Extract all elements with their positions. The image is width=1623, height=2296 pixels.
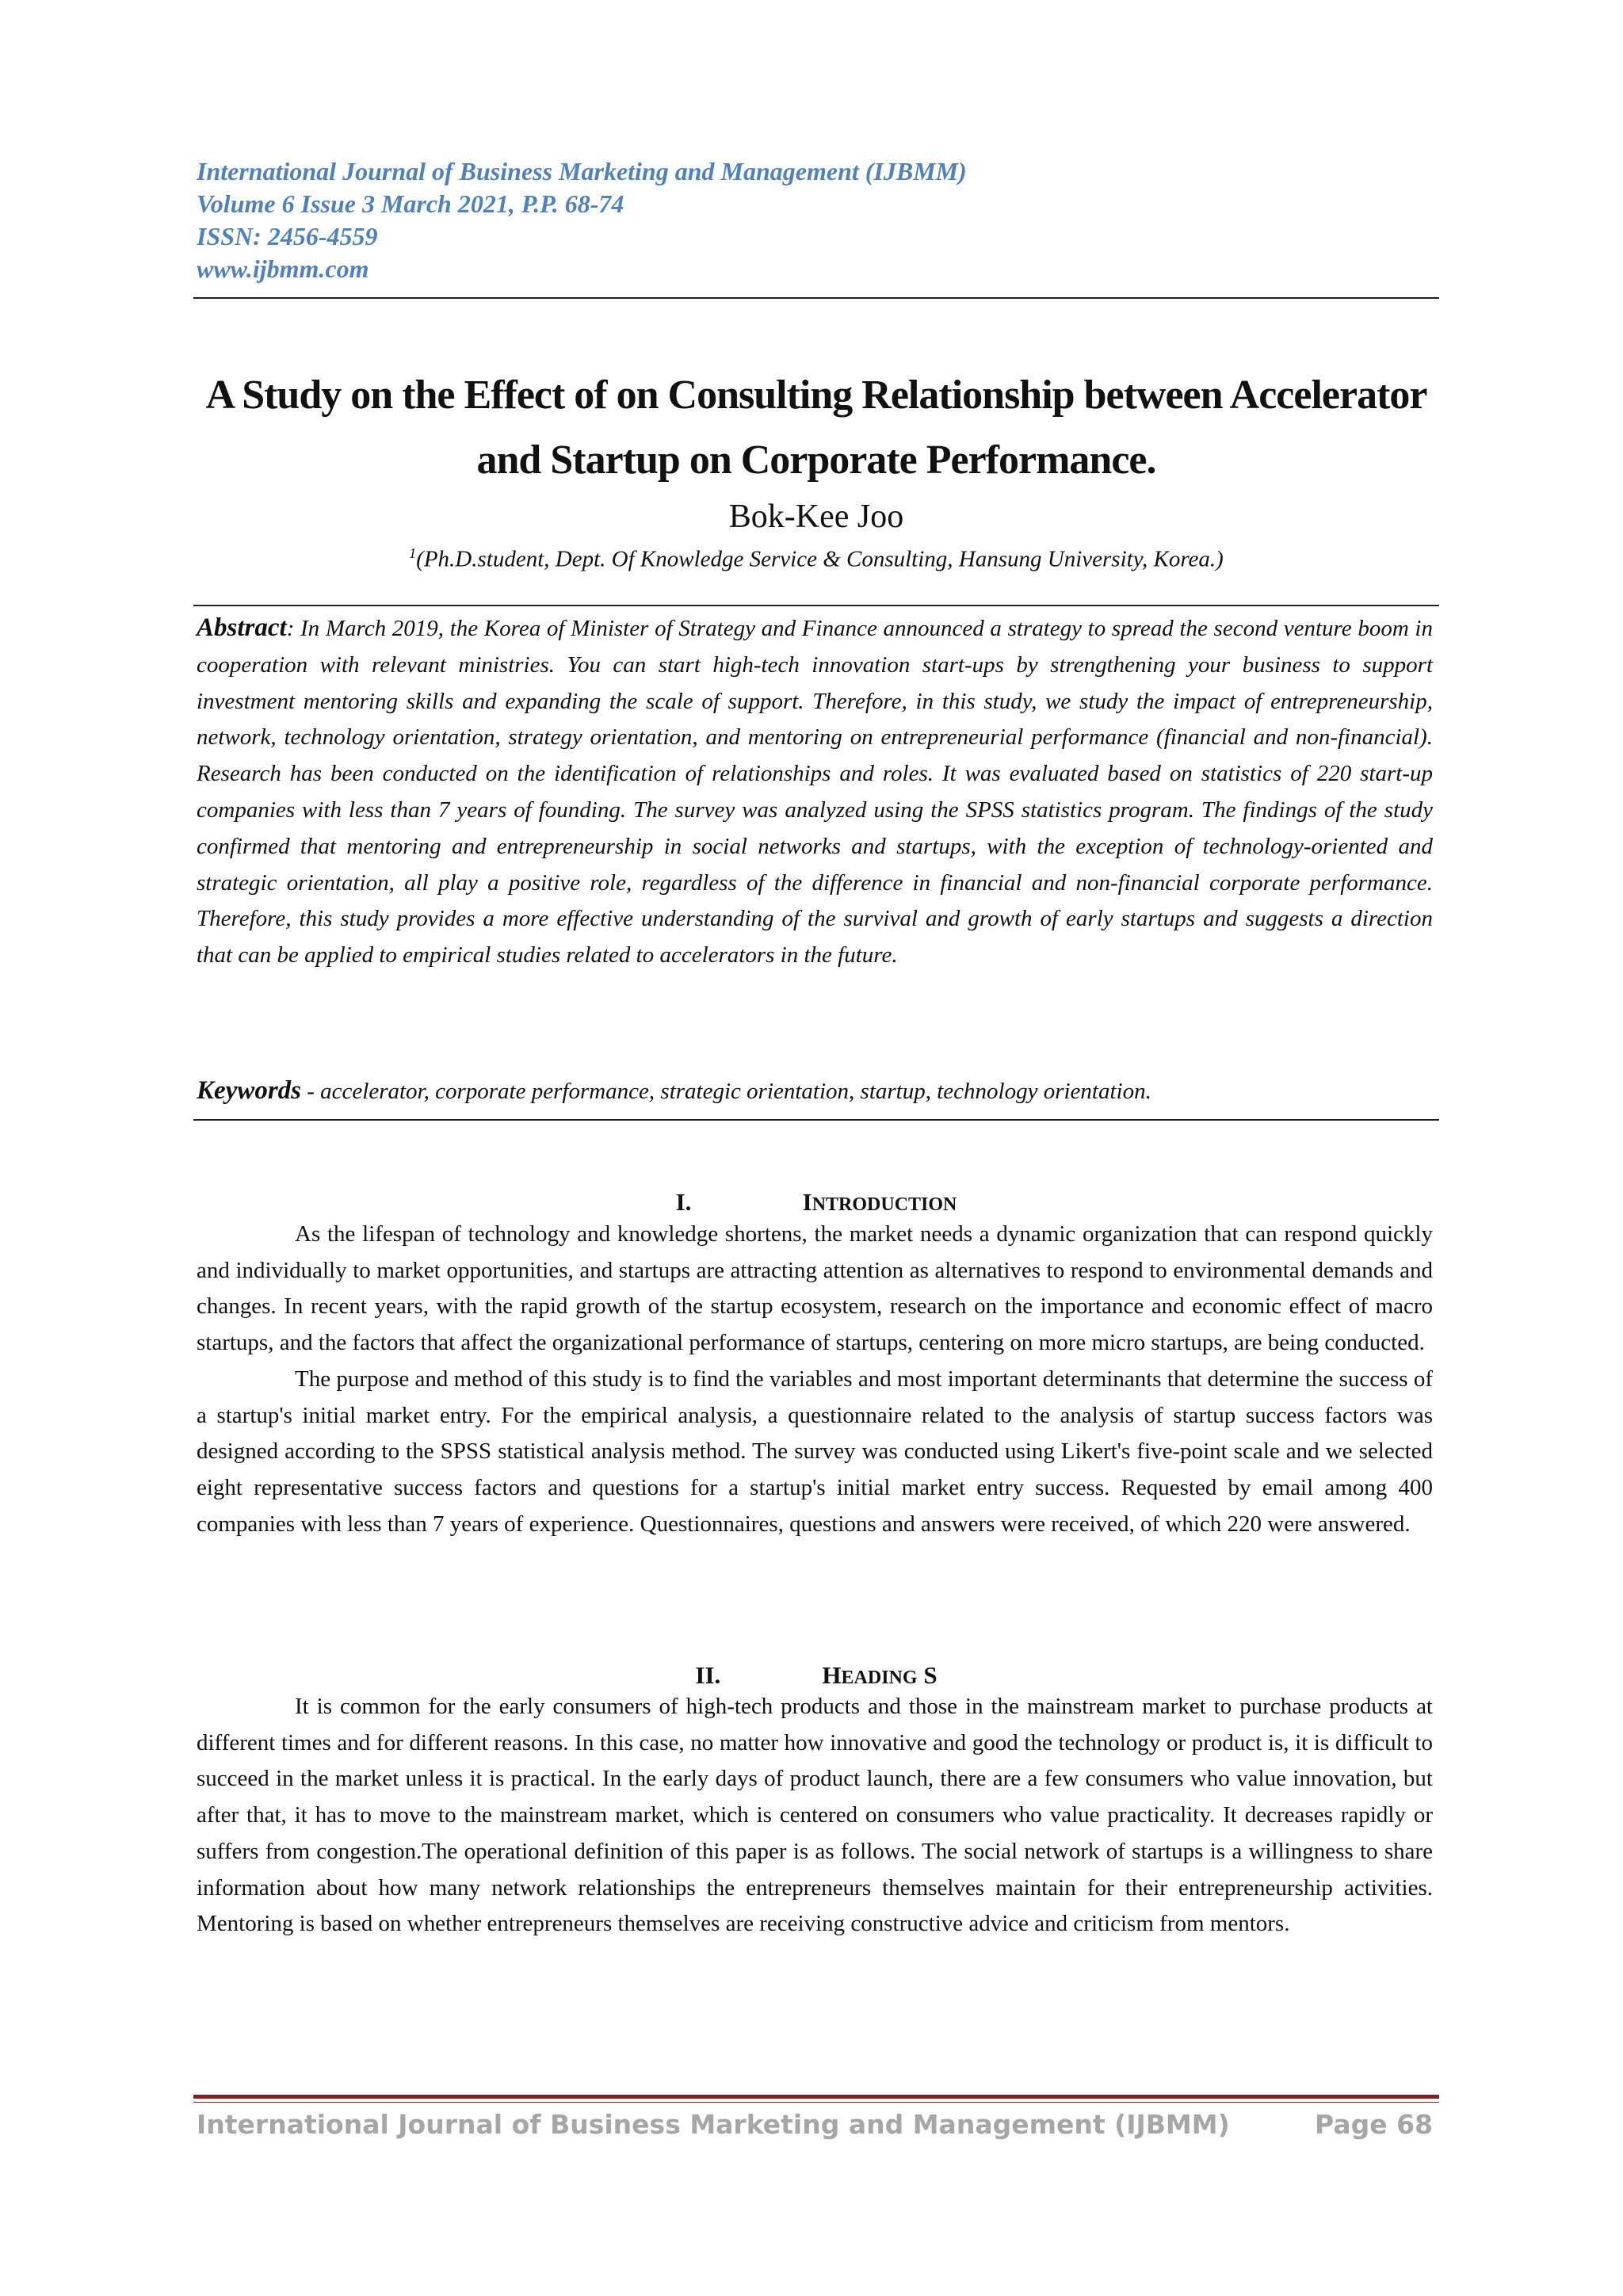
- author-affiliation: [193, 538, 1439, 575]
- section-number: I.: [675, 1188, 692, 1216]
- section-title-tail: S: [917, 1661, 938, 1689]
- paragraph: As the lifespan of technology and knowledge shortens, the market needs a dynamic organization that can respond quickly and individually to market opportunities, and startups are attracting attention as alternatives to respond to environmental demands and changes. In recent years, with the rapid growth of the startup ecosystem, research on the importance and economic effect of macro startups, and the factors that affect the organizational performance of startups, centering on more micro startups, are being conducted.: [197, 1221, 1433, 1356]
- issn: ISSN: 2456-4559: [197, 222, 378, 250]
- title-line-2: and Startup on Corporate Performance.: [476, 437, 1156, 483]
- page-number: Page 68: [1315, 2109, 1433, 2140]
- section-title-initial: H: [822, 1661, 842, 1689]
- keywords-label: Keywords: [197, 1076, 301, 1105]
- section-heading-introduction: [193, 1186, 1439, 1221]
- affiliation-text: (Ph.D.student, Dept. Of Knowledge Service & Consulting, Hansung University, Korea.): [416, 546, 1224, 572]
- section-title-rest: EADING: [841, 1668, 918, 1688]
- headings-body: [197, 1689, 1433, 1943]
- journal-name: International Journal of Business Marketing and Management (IJBMM): [197, 157, 967, 185]
- website: www.ijbmm.com: [197, 254, 369, 283]
- keywords-text: - accelerator, corporate performance, strategic orientation, startup, technology orientation.: [301, 1079, 1151, 1104]
- paragraph: It is common for the early consumers of high-tech products and those in the mainstream market to purchase products at different times and for different reasons. In this case, no matter how innovative and good the technology or product is, it is difficult to succeed in the market unless it is practical. In the early days of product launch, there are a few consumers who value innovation, but after that, it has to move to the mainstream market, which is centered on consumers who value practicality. It decreases rapidly or suffers from congestion.The operational definition of this paper is as follows. The social network of startups is a willingness to share information about how many network relationships the entrepreneurs themselves maintain for their entrepreneurship activities. Mentoring is based on whether entrepreneurs themselves are receiving constructive advice and criticism from mentors.: [197, 1694, 1433, 1937]
- section-title-rest: NTRODUCTION: [812, 1194, 957, 1215]
- abstract-label: Abstract: [197, 613, 287, 642]
- journal-header: [197, 155, 1433, 285]
- keywords: [197, 1073, 1433, 1110]
- footer-journal: International Journal of Business Marketing and Management (IJBMM): [197, 2109, 1230, 2140]
- section-title-initial: I: [802, 1188, 812, 1216]
- paper-title: [193, 363, 1439, 493]
- author-name: Bok-Kee Joo: [728, 499, 904, 535]
- footer-rule: [193, 2095, 1439, 2099]
- affiliation-marker: 1: [409, 545, 417, 561]
- volume-info: Volume 6 Issue 3 March 2021, P.P. 68-74: [197, 189, 624, 218]
- introduction-body: [197, 1217, 1433, 1542]
- abstract: [197, 610, 1433, 974]
- page-footer: [197, 2107, 1433, 2143]
- abstract-top-rule: [193, 605, 1439, 606]
- header-rule: [193, 297, 1439, 299]
- title-line-1: A Study on the Effect of on Consulting Relationship between Accelerator: [205, 372, 1427, 418]
- keywords-bottom-rule: [193, 1119, 1439, 1121]
- section-number: II.: [695, 1661, 721, 1689]
- paragraph: The purpose and method of this study is to find the variables and most important determinants that determine the success of a startup's initial market entry. For the empirical analysis, a questionnaire related to the analysis of startup success factors was designed according to the SPSS statistical analysis method. The survey was conducted using Likert's five-point scale and we selected eight representative success factors and questions for a startup's initial market entry success. Requested by email among 400 companies with less than 7 years of experience. Questionnaires, questions and answers were received, of which 220 were answered.: [197, 1366, 1433, 1537]
- abstract-text: : In March 2019, the Korea of Minister of Strategy and Finance announced a strategy to spread the second venture boom in cooperation with relevant ministries. You can start high-tech innovation start-ups by strengthening your business to support investment mentoring skills and expanding the scale of support. Therefore, in this study, we study the impact of entrepreneurship, network, technology orientation, strategy orientation, and mentoring on entrepreneurial performance (financial and non-financial). Research has been conducted on the identification of relationships and roles. It was evaluated based on statistics of 220 start-up companies with less than 7 years of founding. The survey was analyzed using the SPSS statistics program. The findings of the study confirmed that mentoring and entrepreneurship in social networks and startups, with the exception of technology-oriented and strategic orientation, all play a positive role, regardless of the difference in financial and non-financial corporate performance. Therefore, this study provides a more effective understanding of the survival and growth of early startups and suggests a direction that can be applied to empirical studies related to accelerators in the future.: [197, 616, 1433, 968]
- footer-rule-thin: [193, 2102, 1439, 2103]
